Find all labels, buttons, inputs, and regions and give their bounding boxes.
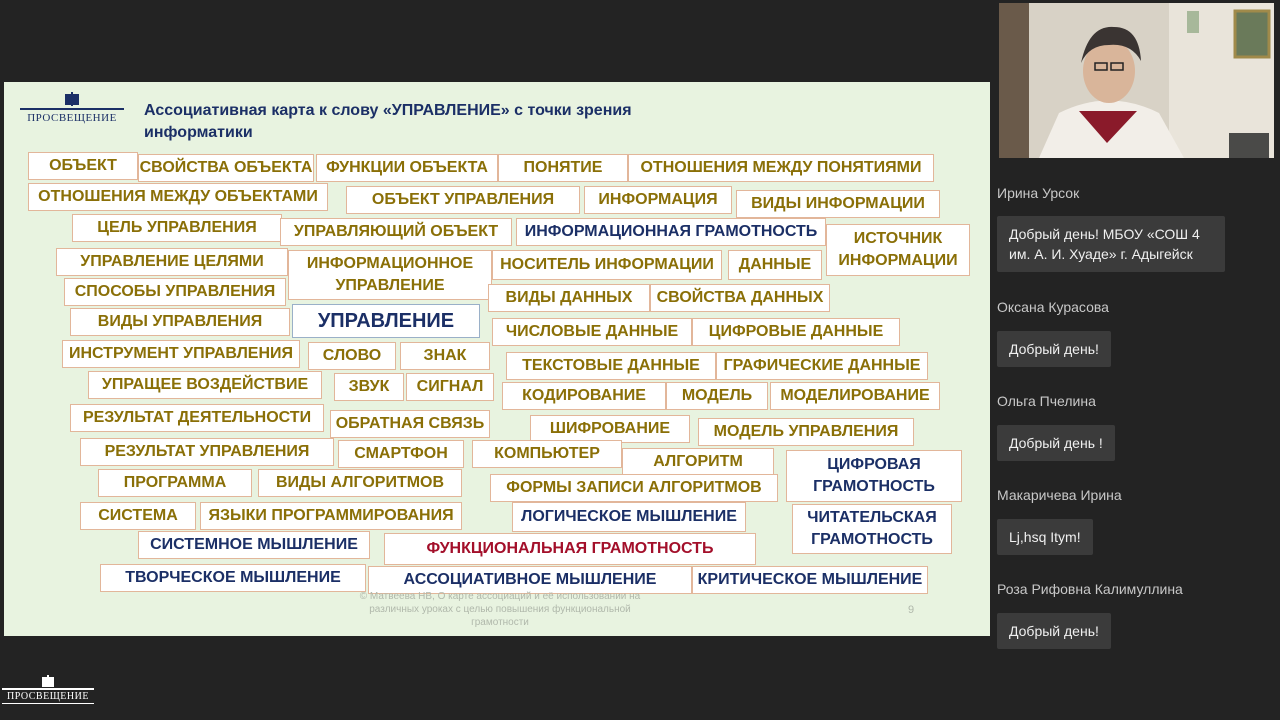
bottom-prosveshchenie-logo: [2, 675, 94, 705]
word-box: ЦЕЛЬ УПРАВЛЕНИЯ: [72, 214, 282, 242]
word-box: МОДЕЛЬ УПРАВЛЕНИЯ: [698, 418, 914, 446]
word-box: ОБЪЕКТ УПРАВЛЕНИЯ: [346, 186, 580, 214]
book-crest-icon: [20, 92, 124, 106]
word-box: ИНФОРМАЦИОННАЯ ГРАМОТНОСТЬ: [516, 218, 826, 246]
word-box: ФУНКЦИИ ОБЪЕКТА: [316, 154, 498, 182]
chat-message: Lj,hsq Itym!: [997, 519, 1093, 555]
word-box: КОДИРОВАНИЕ: [502, 382, 666, 410]
word-box: ФОРМЫ ЗАПИСИ АЛГОРИТМОВ: [490, 474, 778, 502]
word-box: СИСТЕМА: [80, 502, 196, 530]
word-box: ИНФОРМАЦИОННОЕ УПРАВЛЕНИЕ: [288, 250, 492, 300]
presentation-slide: [4, 82, 990, 636]
word-box: СМАРТФОН: [338, 440, 464, 468]
word-box: РЕЗУЛЬТАТ УПРАВЛЕНИЯ: [80, 438, 334, 466]
word-box: ПРОГРАММА: [98, 469, 252, 497]
chat-author: Ольга Пчелина: [997, 393, 1096, 409]
slide-title: Ассоциативная карта к слову «УПРАВЛЕНИЕ» с точки зрения информатики: [144, 102, 632, 141]
word-box: ТВОРЧЕСКОЕ МЫШЛЕНИЕ: [100, 564, 366, 592]
word-box: ВИДЫ ДАННЫХ: [488, 284, 650, 312]
word-box: ВИДЫ УПРАВЛЕНИЯ: [70, 308, 290, 336]
chat-message: Добрый день!: [997, 613, 1111, 649]
word-box: РЕЗУЛЬТАТ ДЕЯТЕЛЬНОСТИ: [70, 404, 324, 432]
word-box: ФУНКЦИОНАЛЬНАЯ ГРАМОТНОСТЬ: [384, 533, 756, 565]
word-box: ИНФОРМАЦИЯ: [584, 186, 732, 214]
word-box: ЧИСЛОВЫЕ ДАННЫЕ: [492, 318, 692, 346]
word-box: АЛГОРИТМ: [622, 448, 774, 476]
word-box: ДАННЫЕ: [728, 250, 822, 280]
word-box: СПОСОБЫ УПРАВЛЕНИЯ: [64, 278, 286, 306]
chat-author: Макаричева Ирина: [997, 487, 1122, 503]
word-box: УПРАВЛЕНИЕ ЦЕЛЯМИ: [56, 248, 288, 276]
word-box: ВИДЫ ИНФОРМАЦИИ: [736, 190, 940, 218]
word-box: ВИДЫ АЛГОРИТМОВ: [258, 469, 462, 497]
prosveshchenie-logo: [20, 92, 124, 124]
word-box: НОСИТЕЛЬ ИНФОРМАЦИИ: [492, 250, 722, 280]
word-box: КОМПЬЮТЕР: [472, 440, 622, 468]
word-box: МОДЕЛИРОВАНИЕ: [770, 382, 940, 410]
word-box: ГРАФИЧЕСКИЕ ДАННЫЕ: [716, 352, 928, 380]
word-box: ЦИФРОВЫЕ ДАННЫЕ: [692, 318, 900, 346]
chat-author: Оксана Курасова: [997, 299, 1109, 315]
word-box: ЗВУК: [334, 373, 404, 401]
chat-author: Роза Рифовна Калимуллина: [997, 581, 1183, 597]
center-word-box: УПРАВЛЕНИЕ: [292, 304, 480, 338]
word-box: ЗНАК: [400, 342, 490, 370]
word-box: ШИФРОВАНИЕ: [530, 415, 690, 443]
book-crest-icon: [2, 675, 94, 687]
word-box: КРИТИЧЕСКОЕ МЫШЛЕНИЕ: [692, 566, 928, 594]
word-box: ЧИТАТЕЛЬСКАЯ ГРАМОТНОСТЬ: [792, 504, 952, 554]
chat-message: Добрый день !: [997, 425, 1115, 461]
word-box: ОБЪЕКТ: [28, 152, 138, 180]
word-box: СВОЙСТВА ОБЪЕКТА: [138, 154, 314, 182]
speaker-video[interactable]: [999, 3, 1274, 158]
word-box: СИГНАЛ: [406, 373, 494, 401]
word-box: АССОЦИАТИВНОЕ МЫШЛЕНИЕ: [368, 566, 692, 594]
bottom-logo-text: ПРОСВЕЩЕНИЕ: [7, 690, 89, 702]
word-box: УПРАВЛЯЮЩИЙ ОБЪЕКТ: [280, 218, 512, 246]
word-box: ОТНОШЕНИЯ МЕЖДУ ОБЪЕКТАМИ: [28, 183, 328, 211]
word-box: ЦИФРОВАЯ ГРАМОТНОСТЬ: [786, 450, 962, 502]
word-box: ЯЗЫКИ ПРОГРАММИРОВАНИЯ: [200, 502, 462, 530]
word-box: СИСТЕМНОЕ МЫШЛЕНИЕ: [138, 531, 370, 559]
word-box: СЛОВО: [308, 342, 396, 370]
chat-message: Добрый день!: [997, 331, 1111, 367]
word-box: МОДЕЛЬ: [666, 382, 768, 410]
word-box: СВОЙСТВА ДАННЫХ: [650, 284, 830, 312]
word-box: ОТНОШЕНИЯ МЕЖДУ ПОНЯТИЯМИ: [628, 154, 934, 182]
chat-author: Ирина Урсок: [997, 185, 1080, 201]
slide-footnote: © Матвеева НВ, О карте ассоциаций и её использовании на различных уроках с целью повышения функциональной грамотности: [359, 591, 641, 628]
word-box: ТЕКСТОВЫЕ ДАННЫЕ: [506, 352, 716, 380]
word-box: ИНСТРУМЕНТ УПРАВЛЕНИЯ: [62, 340, 300, 368]
word-box: УПРАЩЕЕ ВОЗДЕЙСТВИЕ: [88, 371, 322, 399]
word-box: ОБРАТНАЯ СВЯЗЬ: [330, 410, 490, 438]
logo-text: ПРОСВЕЩЕНИЕ: [27, 111, 117, 124]
chat-message: Добрый день! МБОУ «СОШ 4 им. А. И. Хуаде» г. Адыгейск: [997, 216, 1225, 272]
word-box: ПОНЯТИЕ: [498, 154, 628, 182]
word-box: ЛОГИЧЕСКОЕ МЫШЛЕНИЕ: [512, 502, 746, 532]
slide-page-number: 9: [908, 604, 915, 616]
word-box: ИСТОЧНИК ИНФОРМАЦИИ: [826, 224, 970, 276]
